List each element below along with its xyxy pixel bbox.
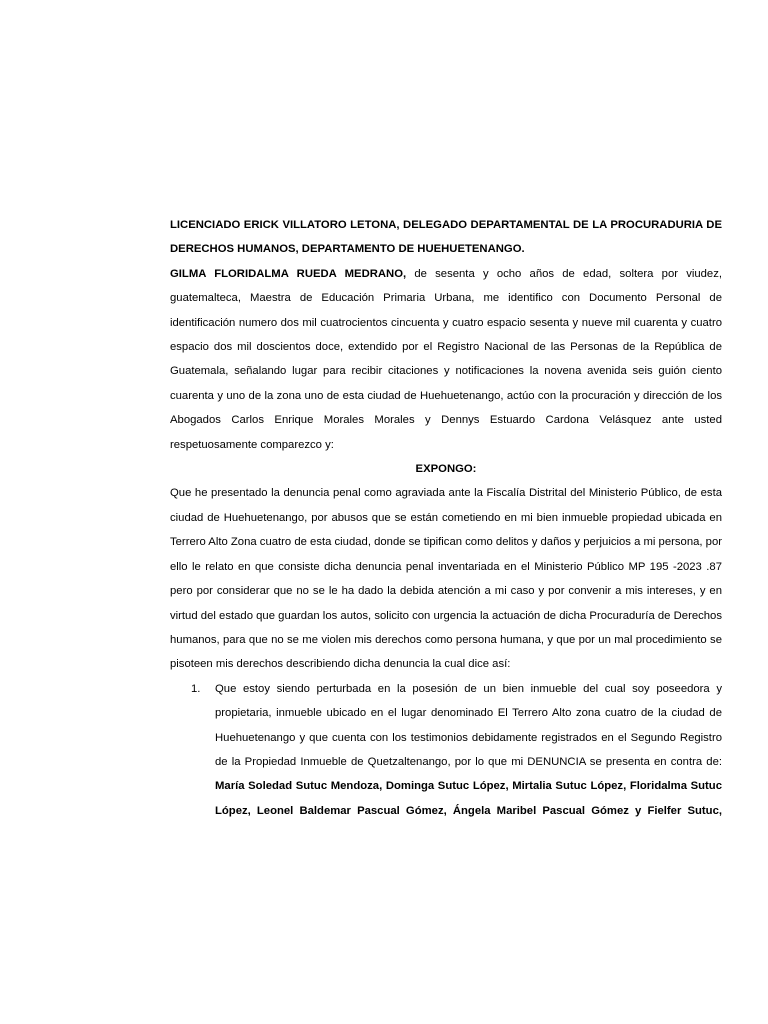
numbered-list [170, 677, 722, 823]
list-item-number: 1. [191, 682, 201, 695]
petitioner-paragraph [170, 262, 722, 457]
document-body [170, 213, 722, 823]
list-item-defendants: María Soledad Sutuc Mendoza, Dominga Sutuc López, Mirtalia Sutuc López, Floridalma Sutuc López, Leonel Baldemar Pascual Gómez, Ángela Maribel Pascual Gómez y Fielfer Sutuc, [215, 780, 722, 817]
list-item [170, 677, 722, 823]
exposition-paragraph: Que he presentado la denuncia penal como agraviada ante la Fiscalía Distrital del Ministerio Público, de esta ciudad de Huehuetenango, por abusos que se están cometiendo en mi bien inmueble propiedad ubicada en Terrero Alto Zona cuatro de esta ciudad, donde se tipifican como delitos y daños y perjuicios a mi persona, por ello le relato en que consiste dicha denuncia penal inventariada en el Ministerio Público MP 195 -2023 .87 pero por considerar que no se le ha dado la debida atención a mi caso y por convenir a mis intereses, y en virtud del estado que guardan los autos, solicito con urgencia la actuación de dicha Procuraduría de Derechos humanos, para que no se me violen mis derechos como persona humana, y que por un mal procedimiento se pisoteen mis derechos describiendo dicha denuncia la cual dice así: [170, 487, 722, 671]
section-title: EXPONGO: [415, 463, 477, 476]
list-item-text: Que estoy siendo perturbada en la posesión de un bien inmueble del cual soy poseedora y propietaria, inmueble ubicado en el lugar denominado El Terrero Alto zona cuatro de la ciudad de Huehuetenango y que cuenta con los testimonios debidamente registrados en el Segundo Registro de la Propiedad Inmueble de Quetzaltenango, por lo que mi DENUNCIA se presenta en contra de: [215, 682, 722, 768]
petitioner-text: de sesenta y ocho años de edad, soltera por viudez, guatemalteca, Maestra de Educación Primaria Urbana, me identifico con Documento Personal de identificación numero dos mil cuatrocientos cincuenta y cuatro espacio sesenta y nueve mil cuarenta y cuatro espacio dos mil doscientos doce, extendido por el Registro Nacional de las Personas de la República de Guatemala, señalando lugar para recibir citaciones y notificaciones la novena avenida seis guión ciento cuarenta y uno de la zona uno de esta ciudad de Huehuetenango, actúo con la procuración y dirección de los Abogados Carlos Enrique Morales Morales y Dennys Estuardo Cardona Velásquez ante usted respetuosamente comparezco y: [170, 267, 722, 451]
petitioner-name: GILMA FLORIDALMA RUEDA MEDRANO, [170, 267, 407, 280]
addressee-heading: LICENCIADO ERICK VILLATORO LETONA, DELEGADO DEPARTAMENTAL DE LA PROCURADURIA DE DERECHOS HUMANOS, DEPARTAMENTO DE HUEHUETENANGO. [170, 219, 722, 256]
